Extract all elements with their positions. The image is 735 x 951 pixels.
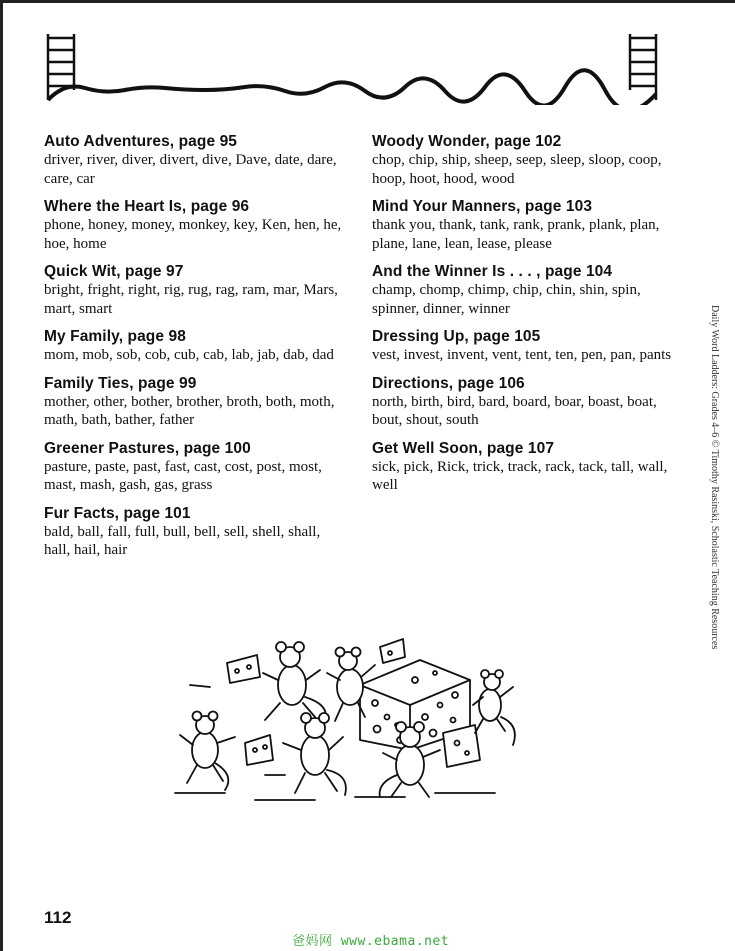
entry-words: bright, fright, right, rig, rug, rag, ram, mar, Mars, mart, smart	[44, 282, 338, 317]
entry-title: Where the Heart Is, page 96	[44, 198, 250, 215]
entry-words: champ, chomp, chimp, chip, chin, shin, spin, spinner, dinner, winner	[372, 282, 641, 317]
entry-words: thank you, thank, tank, rank, prank, plank, plan, plane, lane, lean, lease, please	[372, 217, 660, 252]
mouse-icon	[473, 670, 515, 745]
entry-title: Directions, page 106	[372, 374, 525, 392]
entry-words: phone, honey, money, monkey, key, Ken, hen, he, hoe, home	[44, 217, 342, 252]
entry-title: Family Ties, page 99	[44, 374, 197, 392]
watermark: 爸妈网 www.ebama.net	[292, 934, 450, 949]
entry-words: north, birth, bird, bard, board, boar, boast, boat, bout, shout, south	[372, 393, 657, 428]
cheese-wedge-icon	[227, 655, 260, 683]
entry-words: chop, chip, ship, sheep, seep, sleep, sloop, coop, hoop, hoot, hood, wood	[372, 152, 662, 187]
list-item	[372, 328, 672, 365]
mouse-icon	[180, 712, 235, 791]
side-credit	[709, 305, 730, 650]
entry-words: mom, mob, sob, cob, cub, cab, lab, jab, dab, dad	[44, 347, 334, 363]
list-item	[44, 263, 344, 318]
right-column	[372, 133, 672, 505]
list-item	[372, 440, 672, 495]
entry-title: Get Well Soon, page 107	[372, 439, 555, 457]
list-item	[44, 375, 344, 430]
entry-words: bald, ball, fall, full, bull, bell, sell, shell, shall, hall, hail, hair	[44, 523, 321, 558]
entry-title: Greener Pastures, page 100	[44, 439, 251, 457]
mouse-icon	[283, 713, 346, 795]
list-item	[44, 440, 344, 495]
entry-title: My Family, page 98	[44, 328, 186, 345]
entry-words: pasture, paste, past, fast, cast, cost, post, most, mast, mash, gash, gas, grass	[44, 458, 322, 493]
mice-cheese-illustration	[165, 625, 535, 805]
entry-title: Auto Adventures, page 95	[44, 133, 238, 150]
list-item	[372, 375, 672, 430]
right-ladder-icon	[630, 34, 656, 100]
entry-title: Quick Wit, page 97	[44, 263, 184, 280]
cheese-wedge-icon	[245, 735, 273, 765]
side-credit-text: Daily Word Ladders: Grades 4–6 © Timothy Rasinski, Scholastic Teaching Resources	[709, 305, 720, 650]
page-border-top	[0, 0, 735, 3]
mouse-icon	[263, 642, 326, 720]
entry-words: driver, river, diver, divert, dive, Dave, date, dare, care, car	[44, 152, 337, 187]
list-item	[372, 133, 672, 188]
entry-title: Woody Wonder, page 102	[372, 133, 562, 150]
list-item	[44, 505, 344, 560]
cheese-wedge-icon	[380, 639, 405, 663]
entry-words: sick, pick, Rick, trick, track, rack, tack, tall, wall, well	[372, 458, 668, 493]
wavy-line	[48, 70, 656, 105]
entry-title: Dressing Up, page 105	[372, 328, 541, 345]
entry-words: vest, invest, invent, vent, tent, ten, pen, pan, pants	[372, 347, 672, 363]
left-column	[44, 133, 344, 570]
list-item	[44, 198, 344, 253]
entry-title: Fur Facts, page 101	[44, 504, 191, 522]
cheese-wedge-icon	[443, 725, 480, 767]
entry-title: And the Winner Is . . . , page 104	[372, 263, 613, 280]
entry-words: mother, other, bother, brother, broth, both, moth, math, bath, bather, father	[44, 393, 335, 428]
list-item	[44, 133, 344, 188]
list-item	[372, 263, 672, 318]
list-item	[372, 198, 672, 253]
page-number: 112	[44, 908, 72, 927]
list-item	[44, 328, 344, 365]
entry-title: Mind Your Manners, page 103	[372, 198, 593, 215]
ladder-header-art	[40, 30, 665, 105]
page-border-left	[0, 0, 3, 951]
